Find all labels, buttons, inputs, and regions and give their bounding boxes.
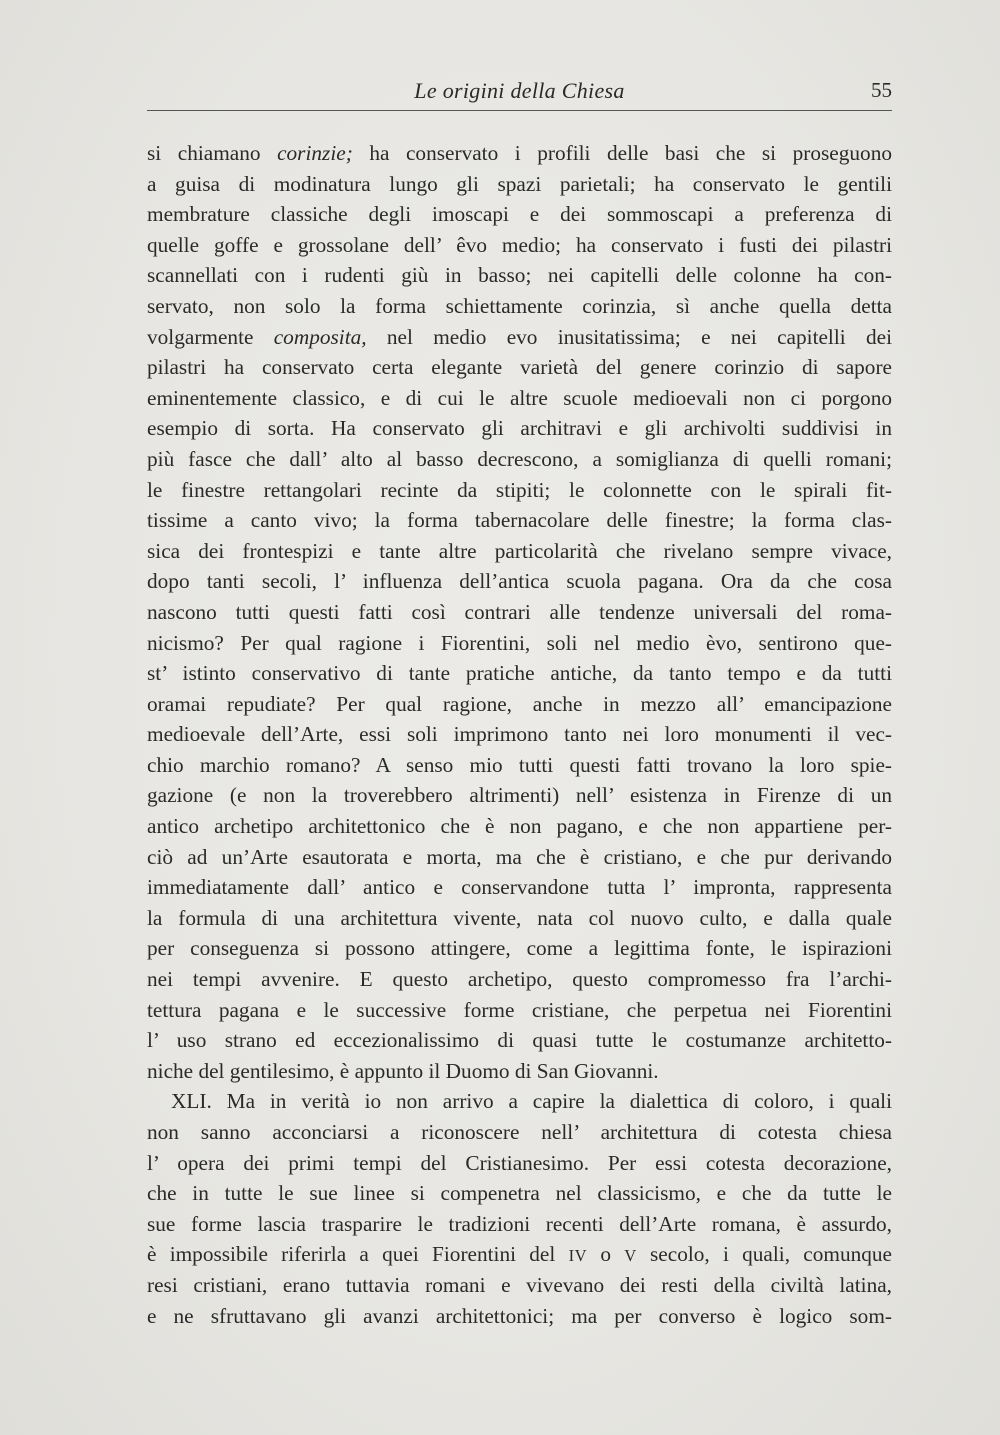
text-line — [147, 1056, 892, 1087]
text-line — [147, 566, 892, 597]
text-run: gazione (e non la troverebbero altrimenti) nell’ esistenza in Firenze di un — [147, 783, 892, 808]
text-line — [147, 199, 892, 230]
body-text — [147, 138, 892, 1331]
text-run: che in tutte le sue linee si compenetra nel classicismo, e che da tutte le — [147, 1181, 892, 1206]
text-run: tissime a canto vivo; la forma tabernacolare delle finestre; la forma clas- — [147, 508, 892, 533]
text-run: esempio di sorta. Ha conservato gli architravi e gli archivolti suddivisi in — [147, 416, 892, 441]
text-line — [147, 689, 892, 720]
text-run: pilastri ha conservato certa elegante varietà del genere corinzio di sapore — [147, 355, 892, 380]
text-line — [147, 230, 892, 261]
text-run: membrature classiche degli imoscapi e dei sommoscapi a preferenza di — [147, 202, 892, 227]
text-line — [147, 1209, 892, 1240]
text-line — [147, 597, 892, 628]
text-line — [147, 1117, 892, 1148]
text-run: eminentemente classico, e di cui le altre scuole medioevali non ci porgono — [147, 385, 892, 410]
text-run: nel medio evo inusitatissima; e nei capitelli dei — [366, 324, 892, 349]
text-run: secolo, i quali, comunque — [636, 1242, 893, 1267]
text-line — [147, 291, 892, 322]
text-line — [147, 964, 892, 995]
text-run: XLI. Ma in verità io non arrivo a capire la dialettica di coloro, i quali — [171, 1089, 892, 1114]
text-line — [147, 536, 892, 567]
text-run: volgarmente — [147, 324, 274, 349]
text-run: le finestre rettangolari recinte da stipiti; le colonnette con le spirali fit- — [147, 477, 892, 502]
text-line — [147, 628, 892, 659]
text-line — [147, 1086, 892, 1117]
text-run: chio marchio romano? A senso mio tutti questi fatti trovano la loro spie- — [147, 752, 892, 777]
italic-term: corinzie; — [277, 141, 353, 165]
text-line — [147, 169, 892, 200]
text-line — [147, 1025, 892, 1056]
text-run: nascono tutti questi fatti così contrari alle tendenze universali del roma- — [147, 599, 892, 624]
text-run: medioevale dell’Arte, essi soli imprimono tanto nei loro monumenti il vec- — [147, 722, 892, 747]
text-run: non sanno acconciarsi a riconoscere nell’ architettura di cotesta chiesa — [147, 1120, 892, 1144]
text-run: l’ uso strano ed eccezionalissimo di quasi tutte le costumanze architetto- — [147, 1028, 892, 1053]
text-line — [147, 444, 892, 475]
text-run: ciò ad un’Arte esautorata e morta, ma che è cristiano, e che pur derivando — [147, 844, 892, 869]
text-line — [147, 872, 892, 903]
text-run: e ne sfruttavano gli avanzi architettonici; ma per converso è logico som- — [147, 1303, 892, 1328]
text-run: o — [587, 1242, 625, 1267]
text-run: antico archetipo architettonico che è non pagano, e che non appartiene per- — [147, 814, 892, 839]
text-run: quelle goffe e grossolane dell’ êvo medio; ha conservato i fusti dei pilastri — [147, 232, 892, 257]
text-line — [147, 658, 892, 689]
text-run: si chiamano — [147, 141, 278, 165]
text-line — [147, 1270, 892, 1301]
running-title: Le origini della Chiesa — [414, 78, 625, 103]
text-run: sica dei frontespizi e tante altre particolarità che rivelano sempre vivace, — [147, 538, 892, 563]
text-run: dopo tanti secoli, l’ influenza dell’antica scuola pagana. Ora da che cosa — [147, 569, 892, 594]
text-line — [147, 475, 892, 506]
text-run: per conseguenza si possono attingere, come a legittima fonte, le ispirazioni — [147, 936, 892, 961]
text-run: tettura pagana e le successive forme cristiane, che perpetua nei Fiorentini — [147, 997, 892, 1022]
text-line — [147, 505, 892, 536]
italic-term: composita, — [273, 324, 367, 349]
text-line — [147, 780, 892, 811]
text-line — [147, 903, 892, 934]
text-run: la formula di una architettura vivente, nata col nuovo culto, e dalla quale — [147, 905, 892, 930]
text-line — [147, 383, 892, 414]
text-line — [147, 1148, 892, 1179]
text-run: ha conservato i profili delle basi che si proseguono — [352, 141, 892, 165]
text-line — [147, 995, 892, 1026]
text-run: a guisa di modinatura lungo gli spazi parietali; ha conservato le gentili — [147, 171, 892, 196]
text-line — [147, 933, 892, 964]
text-run: è impossibile riferirla a quei Fiorentini del — [147, 1242, 569, 1267]
text-line — [147, 260, 892, 291]
text-line — [147, 1178, 892, 1209]
text-run: immediatamente dall’ antico e conservandone tutta l’ impronta, rappresenta — [147, 875, 892, 900]
text-run: nei tempi avvenire. E questo archetipo, questo compromesso fra l’archi- — [147, 967, 892, 992]
text-line — [147, 413, 892, 444]
roman-numeral: V — [624, 1246, 637, 1266]
text-line — [147, 138, 892, 169]
text-line — [147, 1239, 892, 1270]
text-run: l’ opera dei primi tempi del Cristianesimo. Per essi cotesta decorazione, — [147, 1150, 892, 1175]
text-line — [147, 719, 892, 750]
page-number: 55 — [871, 78, 892, 102]
text-run: più fasce che dall’ alto al basso decrescono, a somiglianza di quelli romani; — [147, 446, 892, 471]
text-run: sue forme lascia trasparire le tradizioni recenti dell’Arte romana, è assurdo, — [147, 1211, 892, 1236]
text-run: nicismo? Per qual ragione i Fiorentini, soli nel medio èvo, sentirono que- — [147, 630, 892, 655]
text-line — [147, 352, 892, 383]
roman-numeral: IV — [568, 1246, 588, 1266]
text-run: niche del gentilesimo, è appunto il Duomo di San Giovanni. — [147, 1058, 659, 1083]
text-line — [147, 811, 892, 842]
text-line — [147, 750, 892, 781]
text-run: resi cristiani, erano tuttavia romani e vivevano dei resti della civiltà latina, — [147, 1272, 892, 1297]
text-line — [147, 1301, 892, 1332]
text-run: servato, non solo la forma schiettamente corinzia, sì anche quella detta — [147, 293, 892, 318]
text-run: scannellati con i rudenti giù in basso; nei capitelli delle colonne ha con- — [147, 263, 892, 288]
text-run: st’ istinto conservativo di tante pratiche antiche, da tanto tempo e da tutti — [147, 661, 892, 686]
text-line — [147, 842, 892, 873]
text-line — [147, 322, 892, 353]
text-run: oramai repudiate? Per qual ragione, anche in mezzo all’ emancipazione — [147, 691, 892, 716]
running-header — [147, 76, 892, 111]
